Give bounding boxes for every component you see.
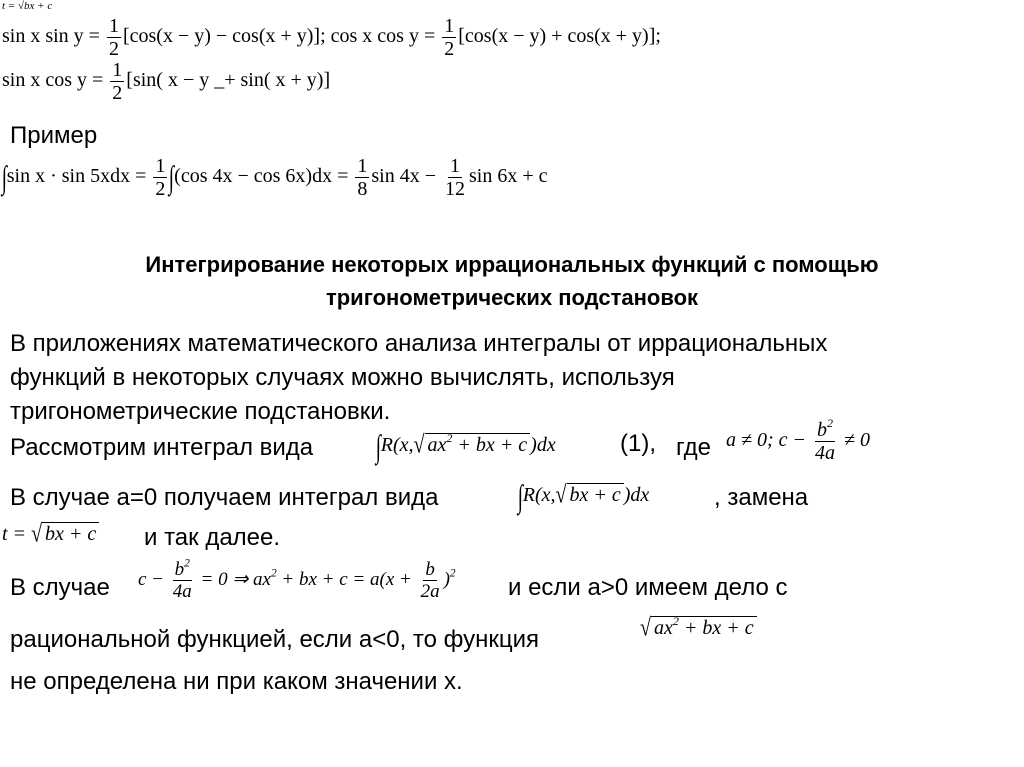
formula-text: )dx	[530, 434, 556, 457]
integral-sign: ∫	[169, 159, 175, 195]
paragraph-line: и если a>0 имеем дело с	[508, 574, 788, 601]
formula-text: [sin( x − y _+ sin( x + y)]	[126, 69, 331, 92]
fraction	[171, 557, 194, 602]
formula-text: ≠ 0	[844, 429, 870, 452]
fraction	[419, 560, 442, 601]
fraction	[153, 156, 167, 199]
paragraph-line: В случае a=0 получаем интеграл вида	[10, 484, 439, 511]
fraction-numerator: 1	[357, 155, 368, 177]
fraction-denominator: 4a	[172, 581, 192, 602]
radical-sign: √	[413, 431, 425, 459]
formula-product-to-sum-2	[2, 60, 330, 103]
paragraph-line: В приложениях математического анализа интегралы от иррациональных	[10, 330, 828, 357]
formula-text: t =	[2, 523, 27, 545]
function-formula	[640, 616, 757, 640]
square-root: $ax^2$ + bx + c	[651, 616, 757, 640]
formula-text: [cos(x − y) − cos(x + y)]; cos x cos y =	[122, 25, 436, 48]
formula-text: R(x,	[522, 484, 556, 507]
formula-text: + bx + c = a(x +	[281, 568, 412, 590]
fraction-denominator: 2	[155, 178, 166, 200]
fraction-denominator: 2	[112, 82, 123, 104]
substitution-formula	[2, 522, 99, 546]
paragraph-line: тригонометрические подстановки.	[10, 398, 391, 425]
formula-text: + bx + c	[457, 434, 528, 457]
paragraph-word: где	[676, 434, 712, 461]
fraction-denominator: 2	[444, 38, 455, 60]
paragraph-line: не определена ни при каком значении x.	[10, 668, 463, 695]
integral-sign: ∫	[1, 159, 8, 195]
section-heading-line-1: Интегрирование некоторых иррациональных функций с помощью	[145, 252, 879, 277]
formula-text: (cos 4x − cos 6x)dx =	[174, 165, 349, 188]
fraction	[110, 60, 124, 103]
fraction-numerator: $b^2$	[174, 557, 190, 580]
paragraph-word: , замена	[714, 484, 809, 511]
paragraph-line: функций в некоторых случаях можно вычислять, используя	[10, 364, 675, 391]
condition-formula	[726, 416, 870, 464]
equation-number: (1),	[620, 430, 656, 457]
case-formula: c − $\frac{b^2}{4a}$ = 0 ⇒ $ax^2$ + bx + c = a(x + $\frac{b}{2a}$ )$^2$	[138, 557, 456, 602]
integral-formula-2	[518, 478, 649, 515]
formula-text: ax	[427, 434, 447, 457]
example-formula	[2, 156, 547, 199]
paragraph-line: рациональной функцией, если a<0, то функция	[10, 626, 540, 653]
formula-text: sin x sin y =	[2, 25, 100, 48]
integral-sign: ∫	[517, 478, 524, 514]
paragraph-line: Рассмотрим интеграл вида	[10, 434, 314, 461]
fraction-numerator: b	[425, 559, 435, 580]
square-root: bx + c	[567, 483, 624, 507]
fraction-numerator: 1	[155, 155, 166, 177]
fraction-denominator: 4a	[815, 442, 836, 464]
formula-text: = 0 ⇒ ax	[200, 568, 271, 590]
formula-text: + bx + c	[683, 617, 754, 639]
fraction-numerator: 1	[449, 155, 460, 177]
formula-text: sin 4x −	[371, 165, 436, 188]
integral-formula-1	[376, 428, 556, 465]
formula-text: [cos(x − y) + cos(x + y)];	[458, 25, 661, 48]
fraction	[813, 416, 837, 464]
fraction	[442, 16, 456, 59]
square-root: $ax^2$ + bx + c	[425, 433, 531, 457]
paragraph-word: и так далее.	[144, 524, 281, 551]
fraction	[443, 156, 467, 199]
formula-text: )dx	[623, 484, 650, 507]
radical-sign: √	[555, 481, 567, 509]
fraction-denominator: 2a	[420, 581, 440, 602]
tiny-substitution-label: t = √bx + c	[2, 0, 53, 12]
fraction-denominator: 2	[108, 38, 119, 60]
formula-text: R(x,	[380, 434, 414, 457]
formula-text: sin 6x + c	[468, 165, 548, 188]
fraction-numerator: 1	[108, 15, 119, 37]
fraction-denominator: 12	[444, 178, 465, 200]
paragraph-line: В случае	[10, 574, 110, 601]
integral-sign: ∫	[375, 428, 382, 464]
radical-sign: √	[31, 520, 43, 548]
formula-text: c −	[138, 568, 165, 590]
fraction-numerator: 1	[444, 15, 455, 37]
section-heading-line-2: тригонометрических подстановок	[325, 285, 699, 310]
formula-text: sin x cos y =	[2, 69, 104, 92]
formula-text: ax	[653, 617, 673, 639]
formula-product-to-sum-1	[2, 16, 661, 59]
square-root: bx + c	[42, 522, 99, 546]
fraction-numerator: $b^2$	[817, 416, 834, 441]
fraction-denominator: 8	[357, 178, 368, 200]
radical-sign: √	[640, 614, 651, 642]
formula-text: a ≠ 0; c −	[726, 429, 807, 452]
fraction-numerator: 1	[112, 59, 123, 81]
example-label: Пример	[10, 122, 98, 149]
formula-text: )	[443, 568, 450, 590]
fraction	[355, 156, 369, 199]
fraction	[107, 16, 121, 59]
formula-text: sin x · sin 5xdx =	[6, 165, 147, 188]
